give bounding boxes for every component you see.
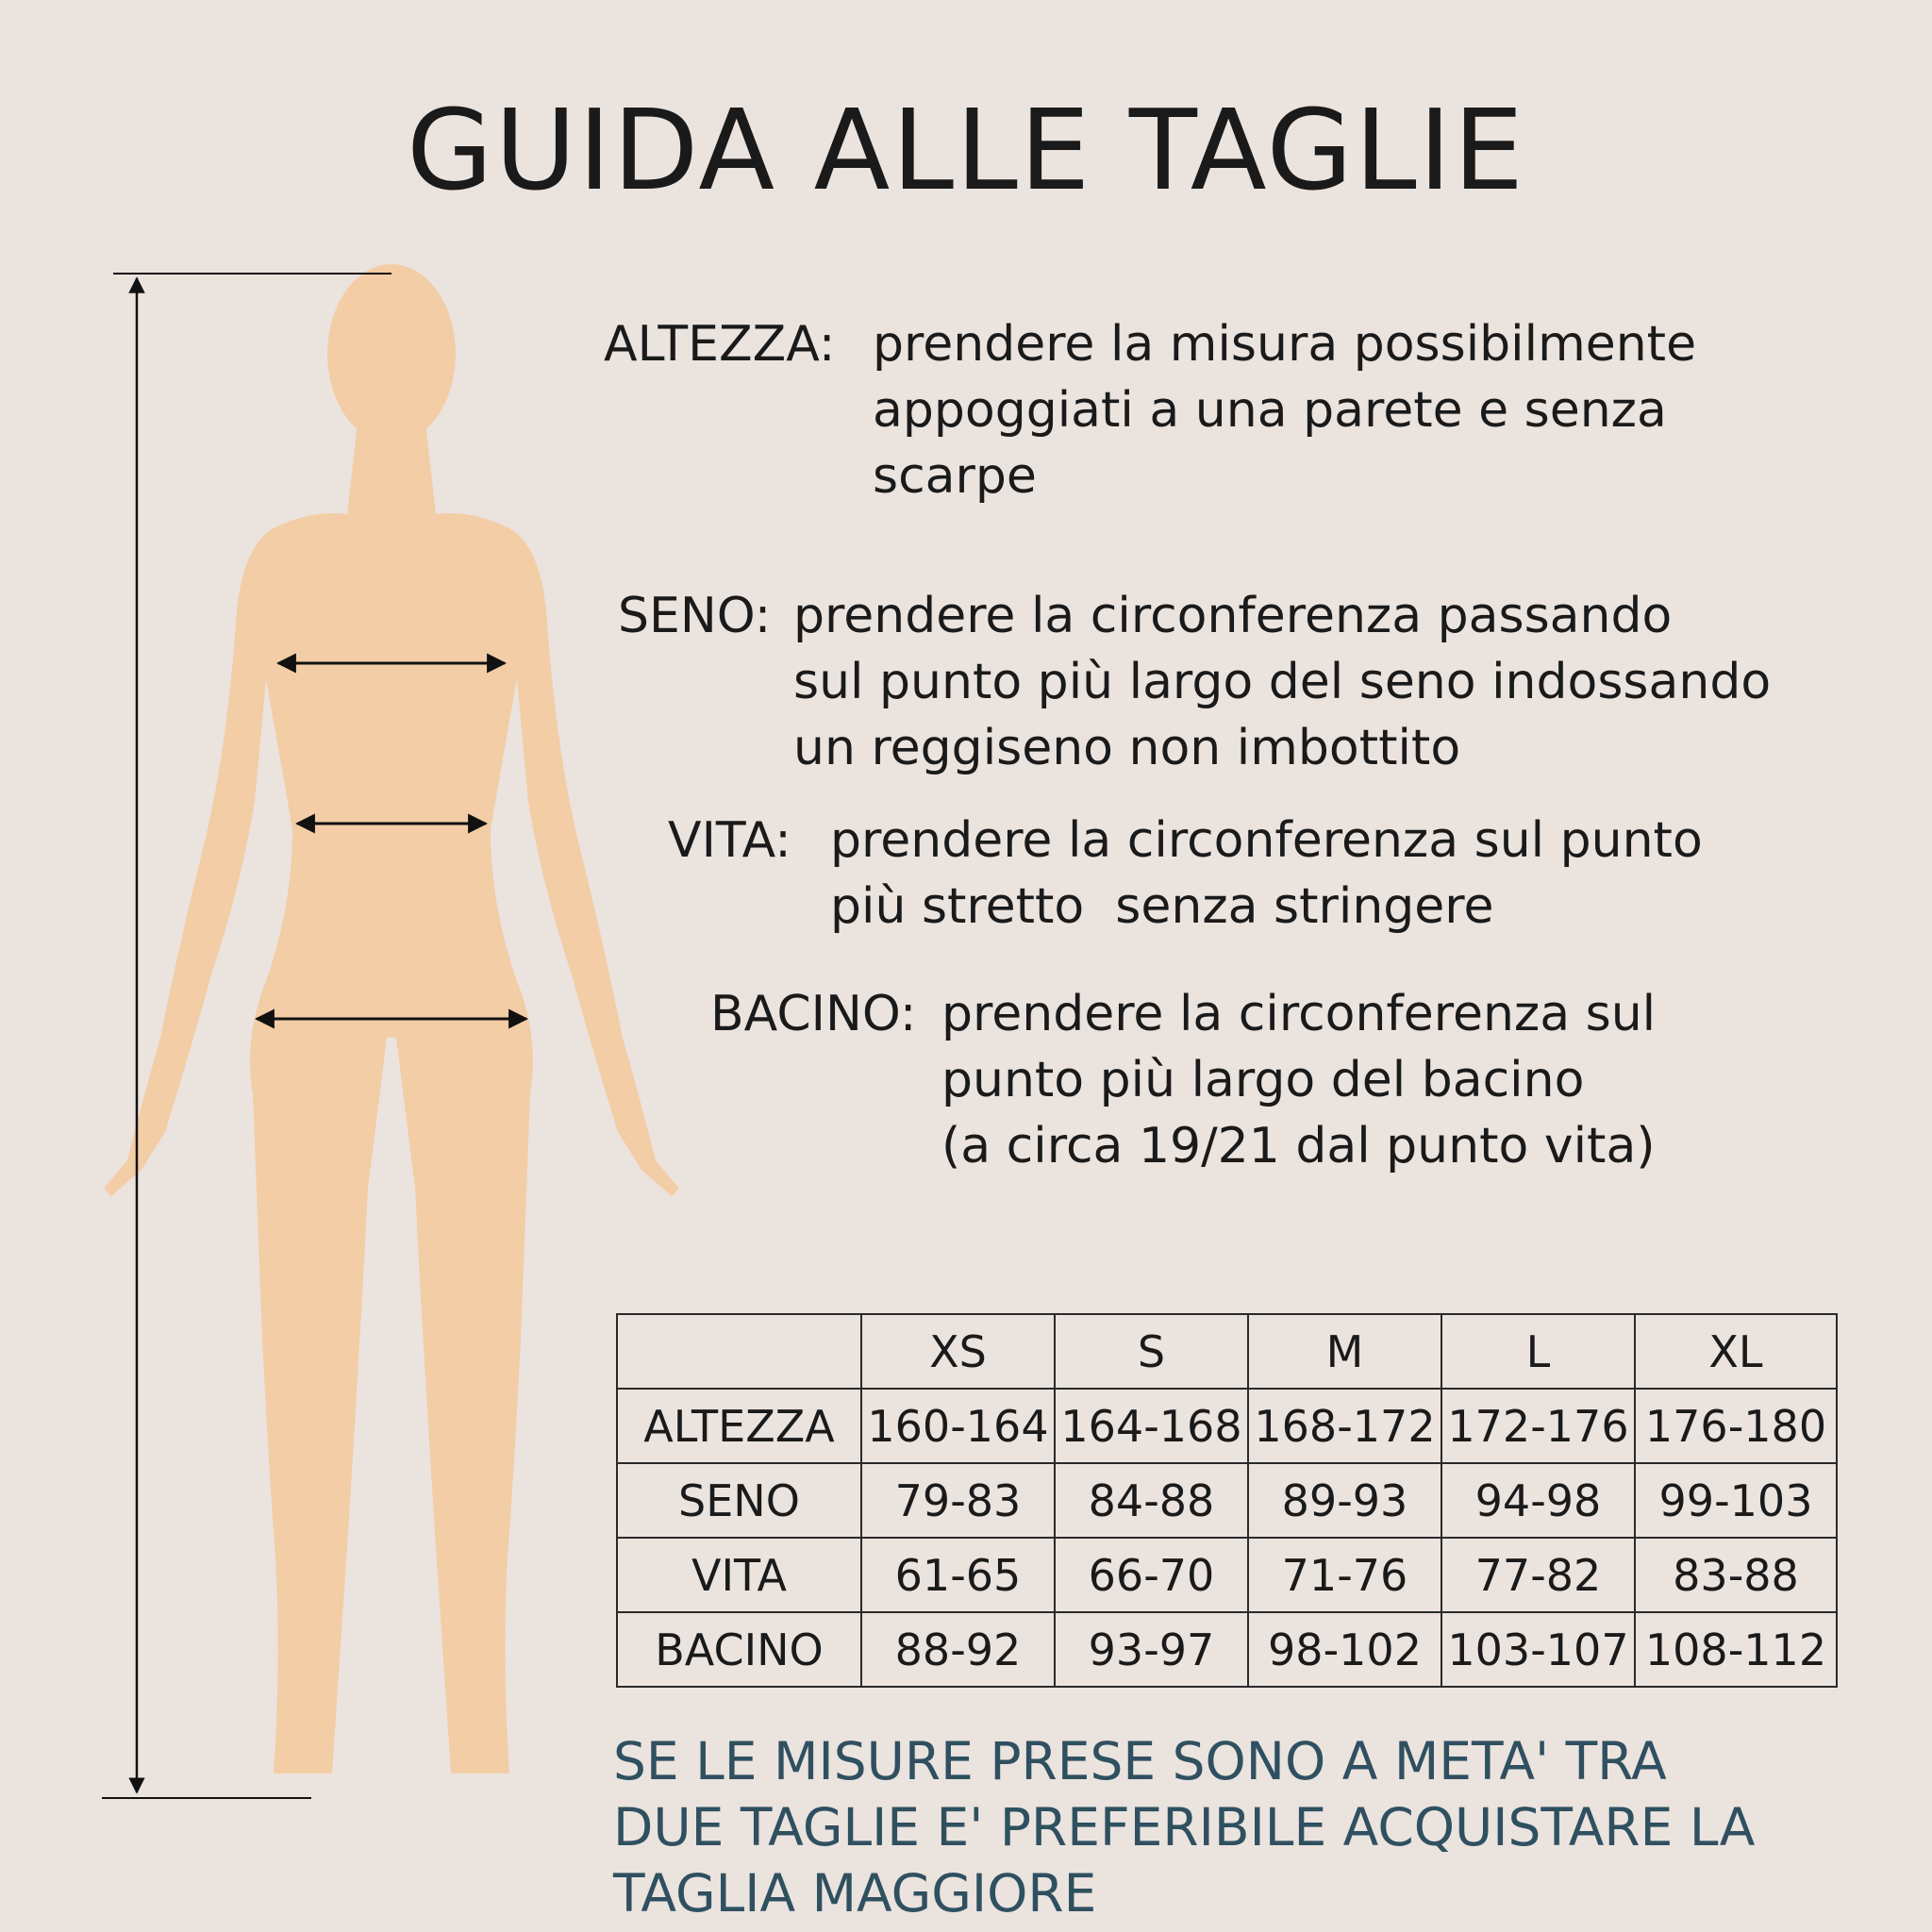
- table-cell: 84-88: [1055, 1463, 1248, 1538]
- table-cell: 176-180: [1635, 1389, 1837, 1463]
- table-cell: 71-76: [1248, 1538, 1441, 1612]
- row-label: VITA: [617, 1538, 861, 1612]
- size-header: S: [1055, 1314, 1248, 1389]
- table-cell: 98-102: [1248, 1612, 1441, 1687]
- instruction-text: prendere la circonferenza sul punto più stretto senza stringere: [830, 812, 1703, 935]
- instruction-label: SENO:: [618, 588, 772, 644]
- table-cell: 164-168: [1055, 1389, 1248, 1463]
- size-header: L: [1441, 1314, 1635, 1389]
- size-header: M: [1248, 1314, 1441, 1389]
- table-cell: 99-103: [1635, 1463, 1837, 1538]
- table-cell: 77-82: [1441, 1538, 1635, 1612]
- page-title: GUIDA ALLE TAGLIE: [407, 85, 1525, 215]
- table-cell: 66-70: [1055, 1538, 1248, 1612]
- instruction-text: prendere la misura possibilmente appoggiati a una parete e senza scarpe: [873, 316, 1697, 505]
- table-cell: 103-107: [1441, 1612, 1635, 1687]
- instruction-bacino: [710, 981, 1656, 1179]
- table-cell: 88-92: [861, 1612, 1055, 1687]
- table-header-row: [617, 1314, 1837, 1389]
- table-cell: 94-98: [1441, 1463, 1635, 1538]
- instruction-label: VITA:: [668, 812, 791, 869]
- table-cell: 89-93: [1248, 1463, 1441, 1538]
- instruction-text: prendere la circonferenza sul punto più largo del bacino (a circa 19/21 dal punto vita): [941, 986, 1657, 1174]
- instruction-label: BACINO:: [710, 986, 917, 1042]
- row-label: BACINO: [617, 1612, 861, 1687]
- table-row: [617, 1463, 1837, 1538]
- table-corner-cell: [617, 1314, 861, 1389]
- instruction-label: ALTEZZA:: [604, 316, 836, 373]
- table-cell: 160-164: [861, 1389, 1055, 1463]
- table-cell: 83-88: [1635, 1538, 1837, 1612]
- table-cell: 172-176: [1441, 1389, 1635, 1463]
- size-header: XS: [861, 1314, 1055, 1389]
- row-label: SENO: [617, 1463, 861, 1538]
- table-cell: 61-65: [861, 1538, 1055, 1612]
- table-row: [617, 1612, 1837, 1687]
- table-row: [617, 1538, 1837, 1612]
- size-table: [616, 1313, 1838, 1688]
- instruction-text: prendere la circonferenza passando sul punto più largo del seno indossando un reggiseno non imbottito: [793, 588, 1772, 776]
- instruction-seno: [618, 583, 1771, 781]
- size-header: XL: [1635, 1314, 1837, 1389]
- table-cell: 79-83: [861, 1463, 1055, 1538]
- instruction-vita: [668, 808, 1703, 940]
- size-advice-note: SE LE MISURE PRESE SONO A META' TRA DUE TAGLIE E' PREFERIBILE ACQUISTARE LA TAGLIA MAGGIORE: [613, 1731, 1756, 1924]
- table-cell: 93-97: [1055, 1612, 1248, 1687]
- instruction-altezza: [604, 311, 1696, 509]
- row-label: ALTEZZA: [617, 1389, 861, 1463]
- table-row: [617, 1389, 1837, 1463]
- table-cell: 168-172: [1248, 1389, 1441, 1463]
- table-cell: 108-112: [1635, 1612, 1837, 1687]
